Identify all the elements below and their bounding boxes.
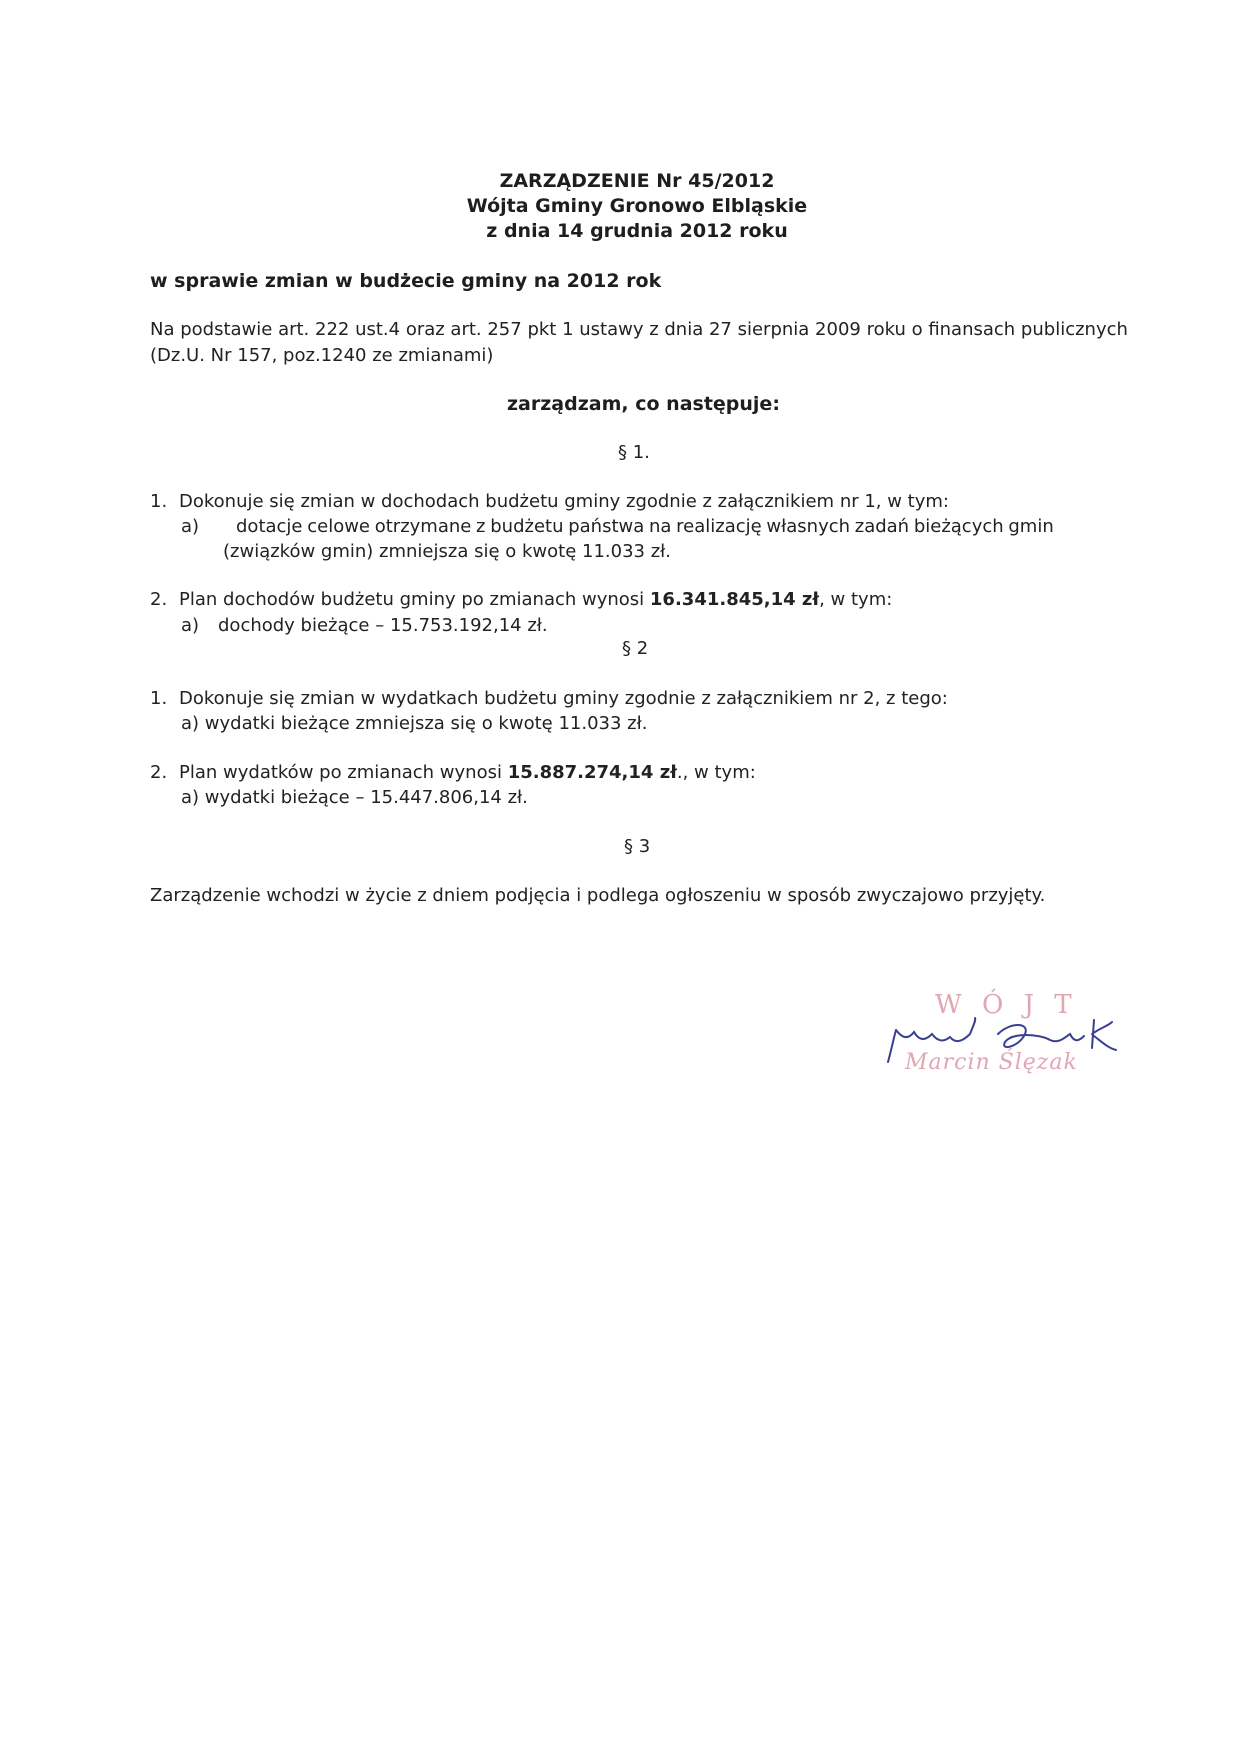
section-1-item-2-text-before: Plan dochodów budżetu gminy po zmianach wynosi bbox=[179, 589, 650, 610]
section-1-item-2-text-after: , w tym: bbox=[819, 589, 893, 610]
section-1-item-1-text: Dokonuje się zmian w dochodach budżetu gminy zgodnie z załącznikiem nr 1, w tym: bbox=[179, 491, 949, 512]
section-2-mark: § 2 bbox=[622, 638, 649, 659]
document-date: z dnia 14 grudnia 2012 roku bbox=[486, 220, 788, 242]
stamp-name: Marcin Ślęzak bbox=[905, 1050, 1078, 1075]
section-1-item-2-sub-letter: a) bbox=[181, 615, 200, 636]
document-subject: w sprawie zmian w budżecie gminy na 2012 rok bbox=[150, 270, 662, 292]
section-1-item-2-number: 2. bbox=[150, 589, 168, 610]
issuer: Wójta Gminy Gronowo Elbląskie bbox=[466, 195, 808, 217]
section-2-item-2-text-before: Plan wydatków po zmianach wynosi bbox=[179, 762, 508, 783]
document-number: ZARZĄDZENIE Nr 45/2012 bbox=[499, 170, 775, 192]
section-1-item-1-sub-letter: a) bbox=[181, 516, 200, 537]
section-2-item-2-sub-text: a) wydatki bieżące – 15.447.806,14 zł. bbox=[181, 787, 528, 808]
section-2-item-1-text: Dokonuje się zmian w wydatkach budżetu gminy zgodnie z załącznikiem nr 2, z tego: bbox=[179, 688, 948, 709]
stamp-title: W Ó J T bbox=[935, 990, 1078, 1020]
section-2-item-1-number: 1. bbox=[150, 688, 168, 709]
section-1-item-2-text bbox=[179, 589, 892, 610]
section-3-text: Zarządzenie wchodzi w życie z dniem podjęcia i podlega ogłoszeniu w sposób zwyczajowo przyjęty. bbox=[150, 885, 1046, 906]
section-3-mark: § 3 bbox=[624, 836, 651, 857]
legal-basis-line1: Na podstawie art. 222 ust.4 oraz art. 257 pkt 1 ustawy z dnia 27 sierpnia 2009 roku o finansach publicznych bbox=[150, 319, 1128, 340]
section-2-item-2-number: 2. bbox=[150, 762, 168, 783]
legal-basis-line2: (Dz.U. Nr 157, poz.1240 ze zmianami) bbox=[150, 345, 494, 366]
decree-statement: zarządzam, co następuje: bbox=[507, 393, 780, 415]
handwritten-signature bbox=[880, 1012, 1120, 1082]
section-1-item-2-sub-text: dochody bieżące – 15.753.192,14 zł. bbox=[218, 615, 548, 636]
expenditure-plan-amount: 15.887.274,14 zł bbox=[507, 762, 677, 783]
section-2-item-2-text bbox=[179, 762, 756, 783]
section-1-item-1-number: 1. bbox=[150, 491, 168, 512]
section-2-item-2-text-after: ., w tym: bbox=[676, 762, 756, 783]
section-1-mark: § 1. bbox=[618, 442, 650, 463]
revenue-plan-amount: 16.341.845,14 zł bbox=[649, 589, 820, 610]
section-1-item-1-sub-line1: dotacje celowe otrzymane z budżetu państwa na realizację własnych zadań bieżących gmin bbox=[236, 516, 1054, 537]
section-2-item-1-sub-text: a) wydatki bieżące zmniejsza się o kwotę 11.033 zł. bbox=[181, 713, 648, 734]
section-1-item-1-sub-line2: (związków gmin) zmniejsza się o kwotę 11.033 zł. bbox=[223, 541, 671, 562]
